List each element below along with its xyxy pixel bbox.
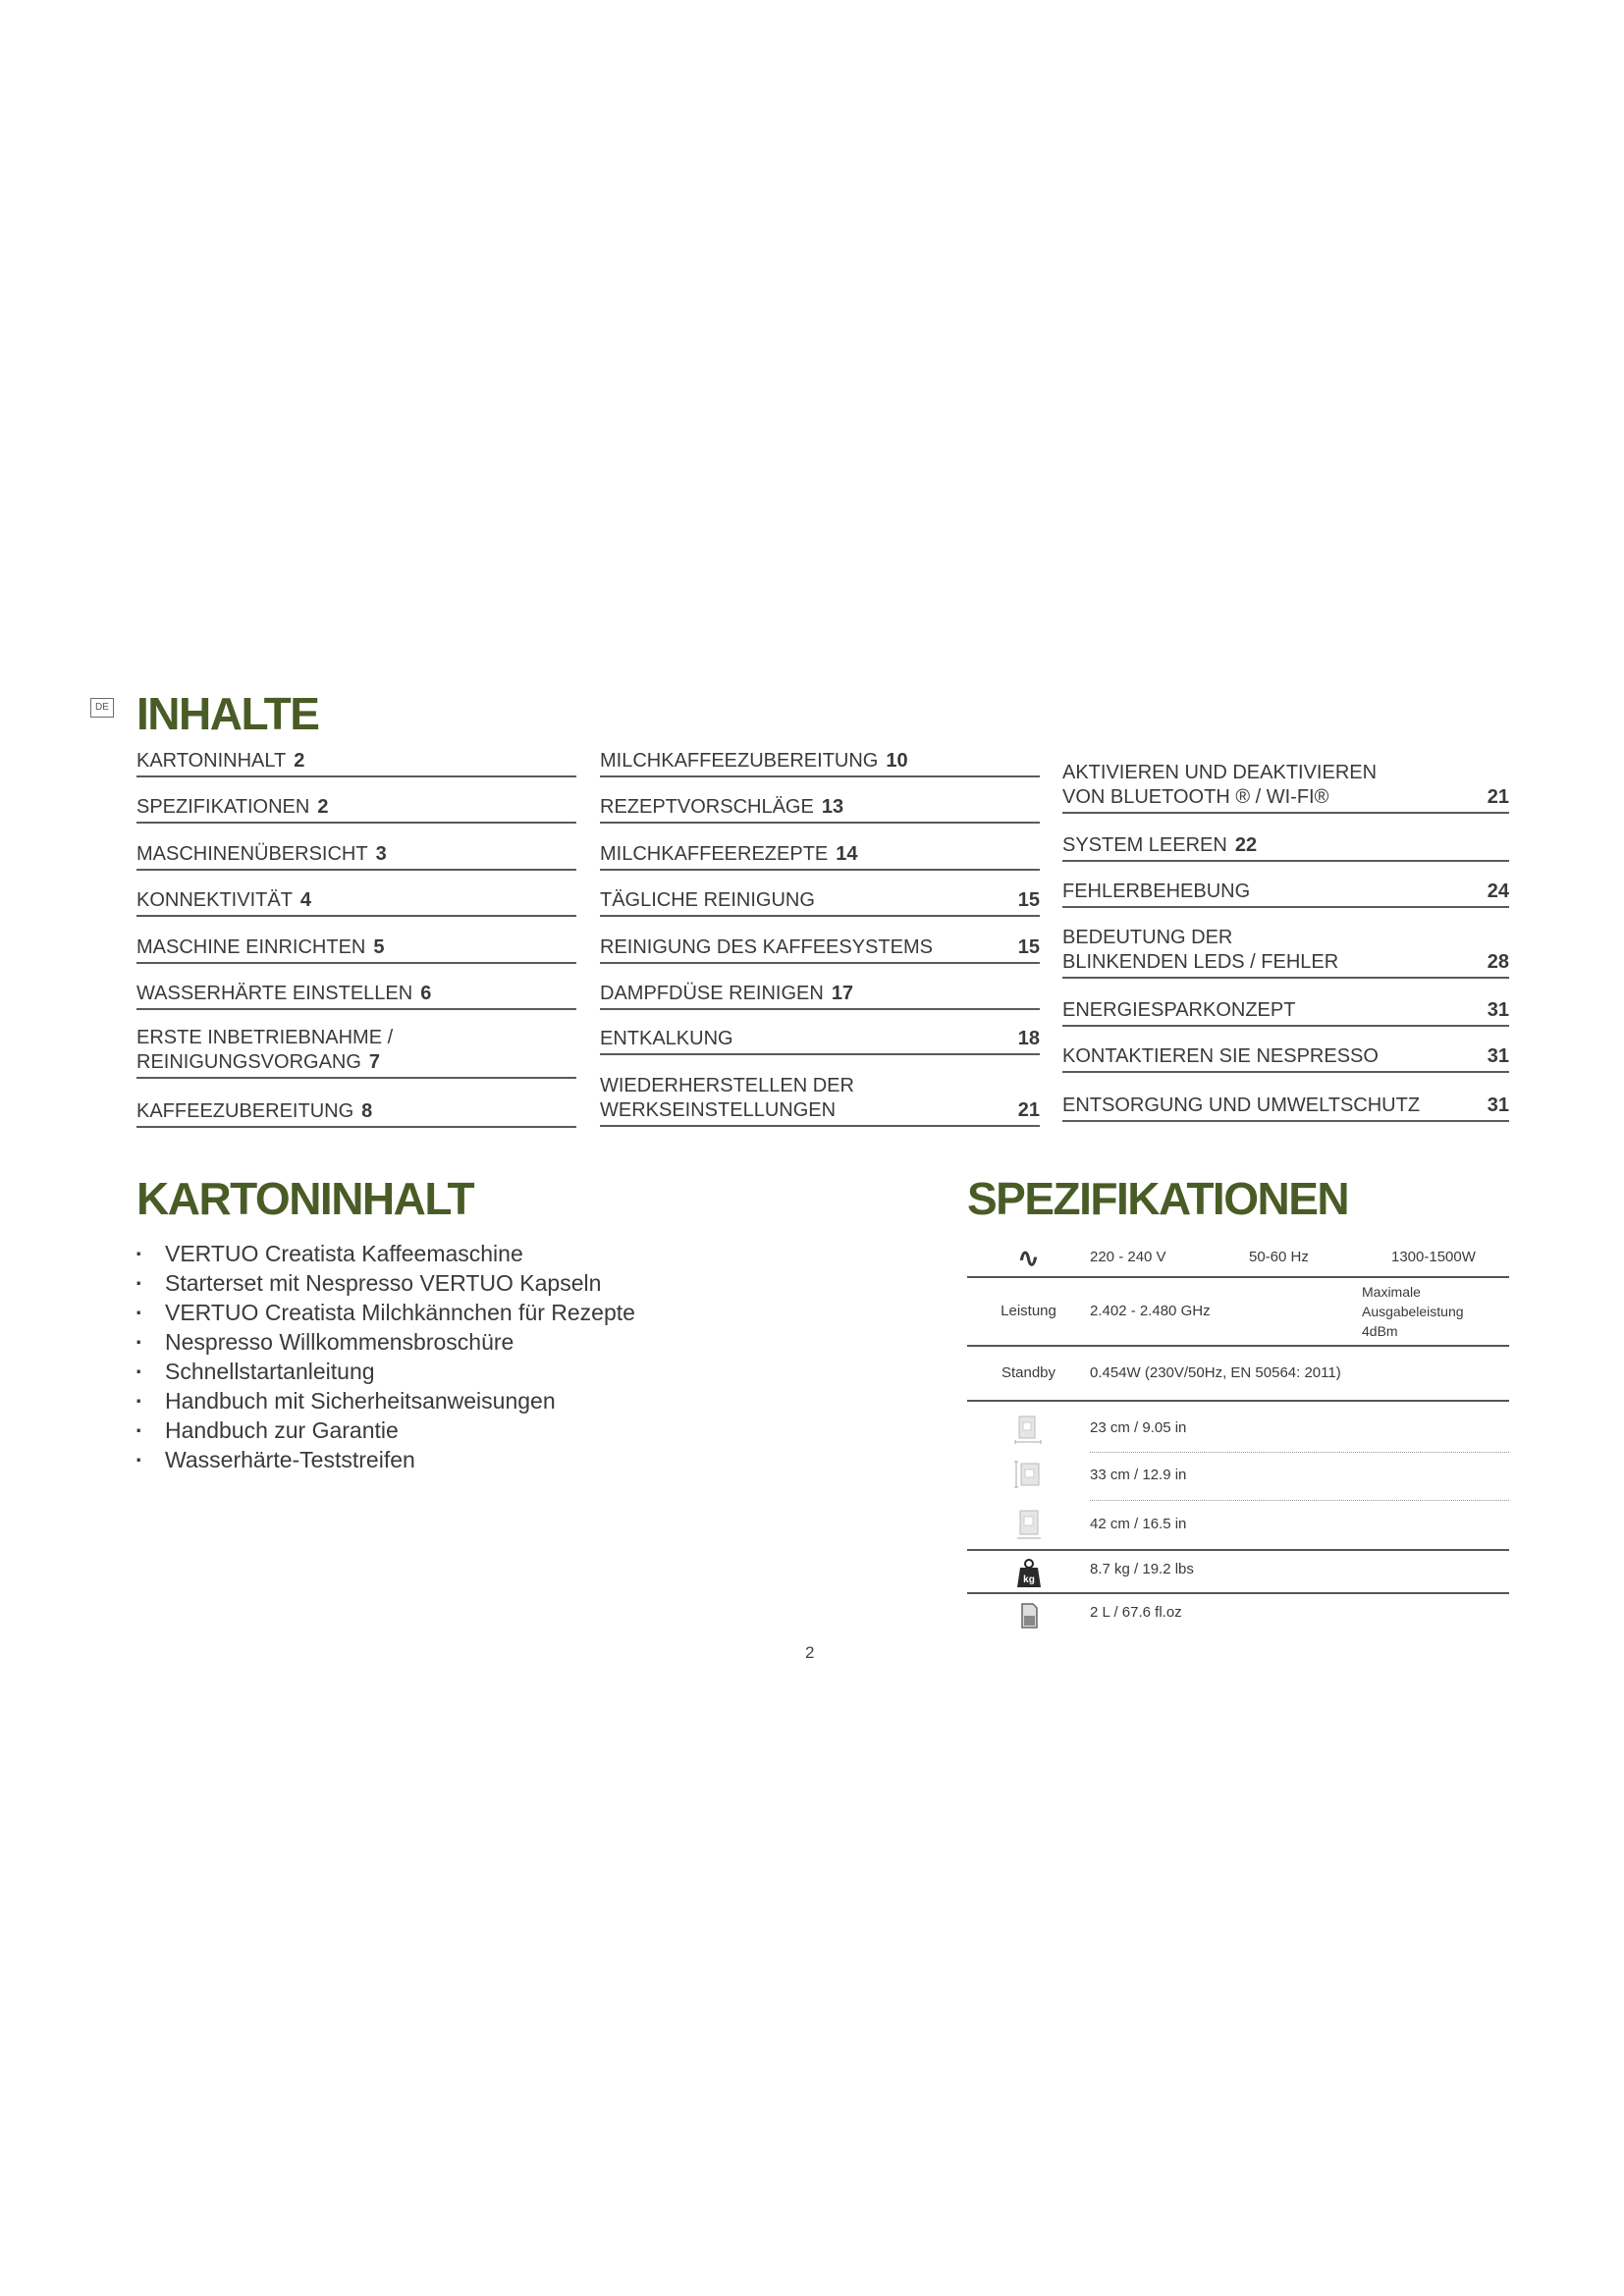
toc-entry-connectivity[interactable]: KONNEKTIVITÄT 4 <box>136 887 576 917</box>
spec-label-standby: Standby <box>1001 1364 1056 1381</box>
spec-row-weight: 8.7 kg / 19.2 lbs <box>1090 1561 1194 1577</box>
toc-entry-milk-coffee[interactable]: MILCHKAFFEEZUBEREITUNG 10 <box>600 748 1040 777</box>
toc-entry-water-hardness[interactable]: WASSERHÄRTE EINSTELLEN 6 <box>136 981 576 1010</box>
toc-entry-coffee-system-cleaning[interactable]: REINIGUNG DES KAFFEESYSTEMS 15 <box>600 934 1040 964</box>
spec-standby-value: 0.454W (230V/50Hz, EN 50564: 2011) <box>1090 1364 1341 1381</box>
toc-entry-troubleshooting[interactable]: FEHLERBEHEBUNG 24 <box>1062 879 1509 908</box>
toc-entry-box-contents[interactable]: KARTONINHALT 2 <box>136 748 576 777</box>
list-item: · Handbuch zur Garantie <box>135 1415 635 1445</box>
list-item: · Schnellstartanleitung <box>135 1357 635 1386</box>
box-contents-list <box>135 1239 635 1474</box>
toc-entry-milk-recipes[interactable]: MILCHKAFFEEREZEPTE 14 <box>600 841 1040 871</box>
toc-column-1 <box>136 748 576 1150</box>
spec-row-height: 42 cm / 16.5 in <box>1090 1516 1187 1532</box>
toc-entry-machine-setup[interactable]: MASCHINE EINRICHTEN 5 <box>136 934 576 964</box>
toc-entry-disposal[interactable]: ENTSORGUNG UND UMWELTSCHUTZ 31 <box>1062 1093 1509 1122</box>
specifications-title: SPEZIFIKATIONEN <box>967 1173 1349 1224</box>
toc-entry-contact-nespresso[interactable]: KONTAKTIEREN SIE NESPRESSO 31 <box>1062 1043 1509 1073</box>
divider <box>967 1276 1509 1278</box>
toc-entry-led-meaning[interactable]: BEDEUTUNG DER BLINKENDEN LEDS / FEHLER 28 <box>1062 926 1509 979</box>
ac-power-icon: ∿ <box>1016 1243 1041 1273</box>
spec-row-radio <box>967 1282 1509 1341</box>
spec-max-output: Maximale Ausgabeleistung 4dBm <box>1362 1284 1464 1339</box>
toc-entry-descaling[interactable]: ENTKALKUNG 18 <box>600 1026 1040 1055</box>
toc-entry-bluetooth-wifi[interactable]: AKTIVIEREN UND DEAKTIVIEREN VON BLUETOOTH ® / WI-FI® 21 <box>1062 761 1509 814</box>
list-item: · VERTUO Creatista Milchkännchen für Rezepte <box>135 1298 635 1327</box>
divider <box>967 1549 1509 1551</box>
divider <box>967 1345 1509 1347</box>
toc-entry-factory-reset[interactable]: WIEDERHERSTELLEN DER WERKSEINSTELLUNGEN 21 <box>600 1074 1040 1127</box>
divider <box>1090 1500 1509 1501</box>
divider <box>1090 1452 1509 1453</box>
toc-entry-energy-saving[interactable]: ENERGIESPARKONZEPT 31 <box>1062 997 1509 1027</box>
spec-row-power <box>967 1243 1509 1273</box>
box-contents-title: KARTONINHALT <box>136 1173 474 1224</box>
list-item: · Starterset mit Nespresso VERTUO Kapseln <box>135 1268 635 1298</box>
spec-row-width: 23 cm / 9.05 in <box>1090 1419 1187 1436</box>
spec-row-standby <box>967 1364 1509 1388</box>
divider <box>967 1400 1509 1402</box>
divider <box>967 1592 1509 1594</box>
list-item: · Wasserhärte-Teststreifen <box>135 1445 635 1474</box>
page-number: 2 <box>805 1643 815 1662</box>
toc-entry-system-empty[interactable]: SYSTEM LEEREN 22 <box>1062 832 1509 862</box>
list-item: · VERTUO Creatista Kaffeemaschine <box>135 1239 635 1268</box>
toc-entry-specifications[interactable]: SPEZIFIKATIONEN 2 <box>136 794 576 824</box>
spec-voltage: 220 - 240 V <box>1090 1249 1166 1265</box>
contents-title: INHALTE <box>136 688 319 739</box>
spec-label-leistung: Leistung <box>1001 1303 1056 1319</box>
toc-entry-daily-cleaning[interactable]: TÄGLICHE REINIGUNG 15 <box>600 887 1040 917</box>
toc-entry-first-use[interactable]: ERSTE INBETRIEBNAHME / REINIGUNGSVORGANG 7 <box>136 1026 576 1079</box>
toc-column-3 <box>1062 748 1509 1141</box>
toc-column-2 <box>600 748 1040 1150</box>
spec-wattage: 1300-1500W <box>1391 1249 1476 1265</box>
spec-radio-frequency: 2.402 - 2.480 GHz <box>1090 1303 1211 1319</box>
toc-entry-machine-overview[interactable]: MASCHINENÜBERSICHT 3 <box>136 841 576 871</box>
svg-text:kg: kg <box>1023 1575 1035 1585</box>
spec-row-depth: 33 cm / 12.9 in <box>1090 1467 1187 1483</box>
toc-entry-coffee-preparation[interactable]: KAFFEEZUBEREITUNG 8 <box>136 1098 576 1128</box>
list-item: · Nespresso Willkommensbroschüre <box>135 1327 635 1357</box>
spec-row-tank: 2 L / 67.6 fl.oz <box>1090 1604 1182 1621</box>
spec-frequency: 50-60 Hz <box>1249 1249 1309 1265</box>
list-item: · Handbuch mit Sicherheitsanweisungen <box>135 1386 635 1415</box>
toc-entry-steam-wand-cleaning[interactable]: DAMPFDÜSE REINIGEN 17 <box>600 981 1040 1010</box>
language-badge: DE <box>90 698 114 718</box>
toc-entry-recipe-suggestions[interactable]: REZEPTVORSCHLÄGE 13 <box>600 794 1040 824</box>
